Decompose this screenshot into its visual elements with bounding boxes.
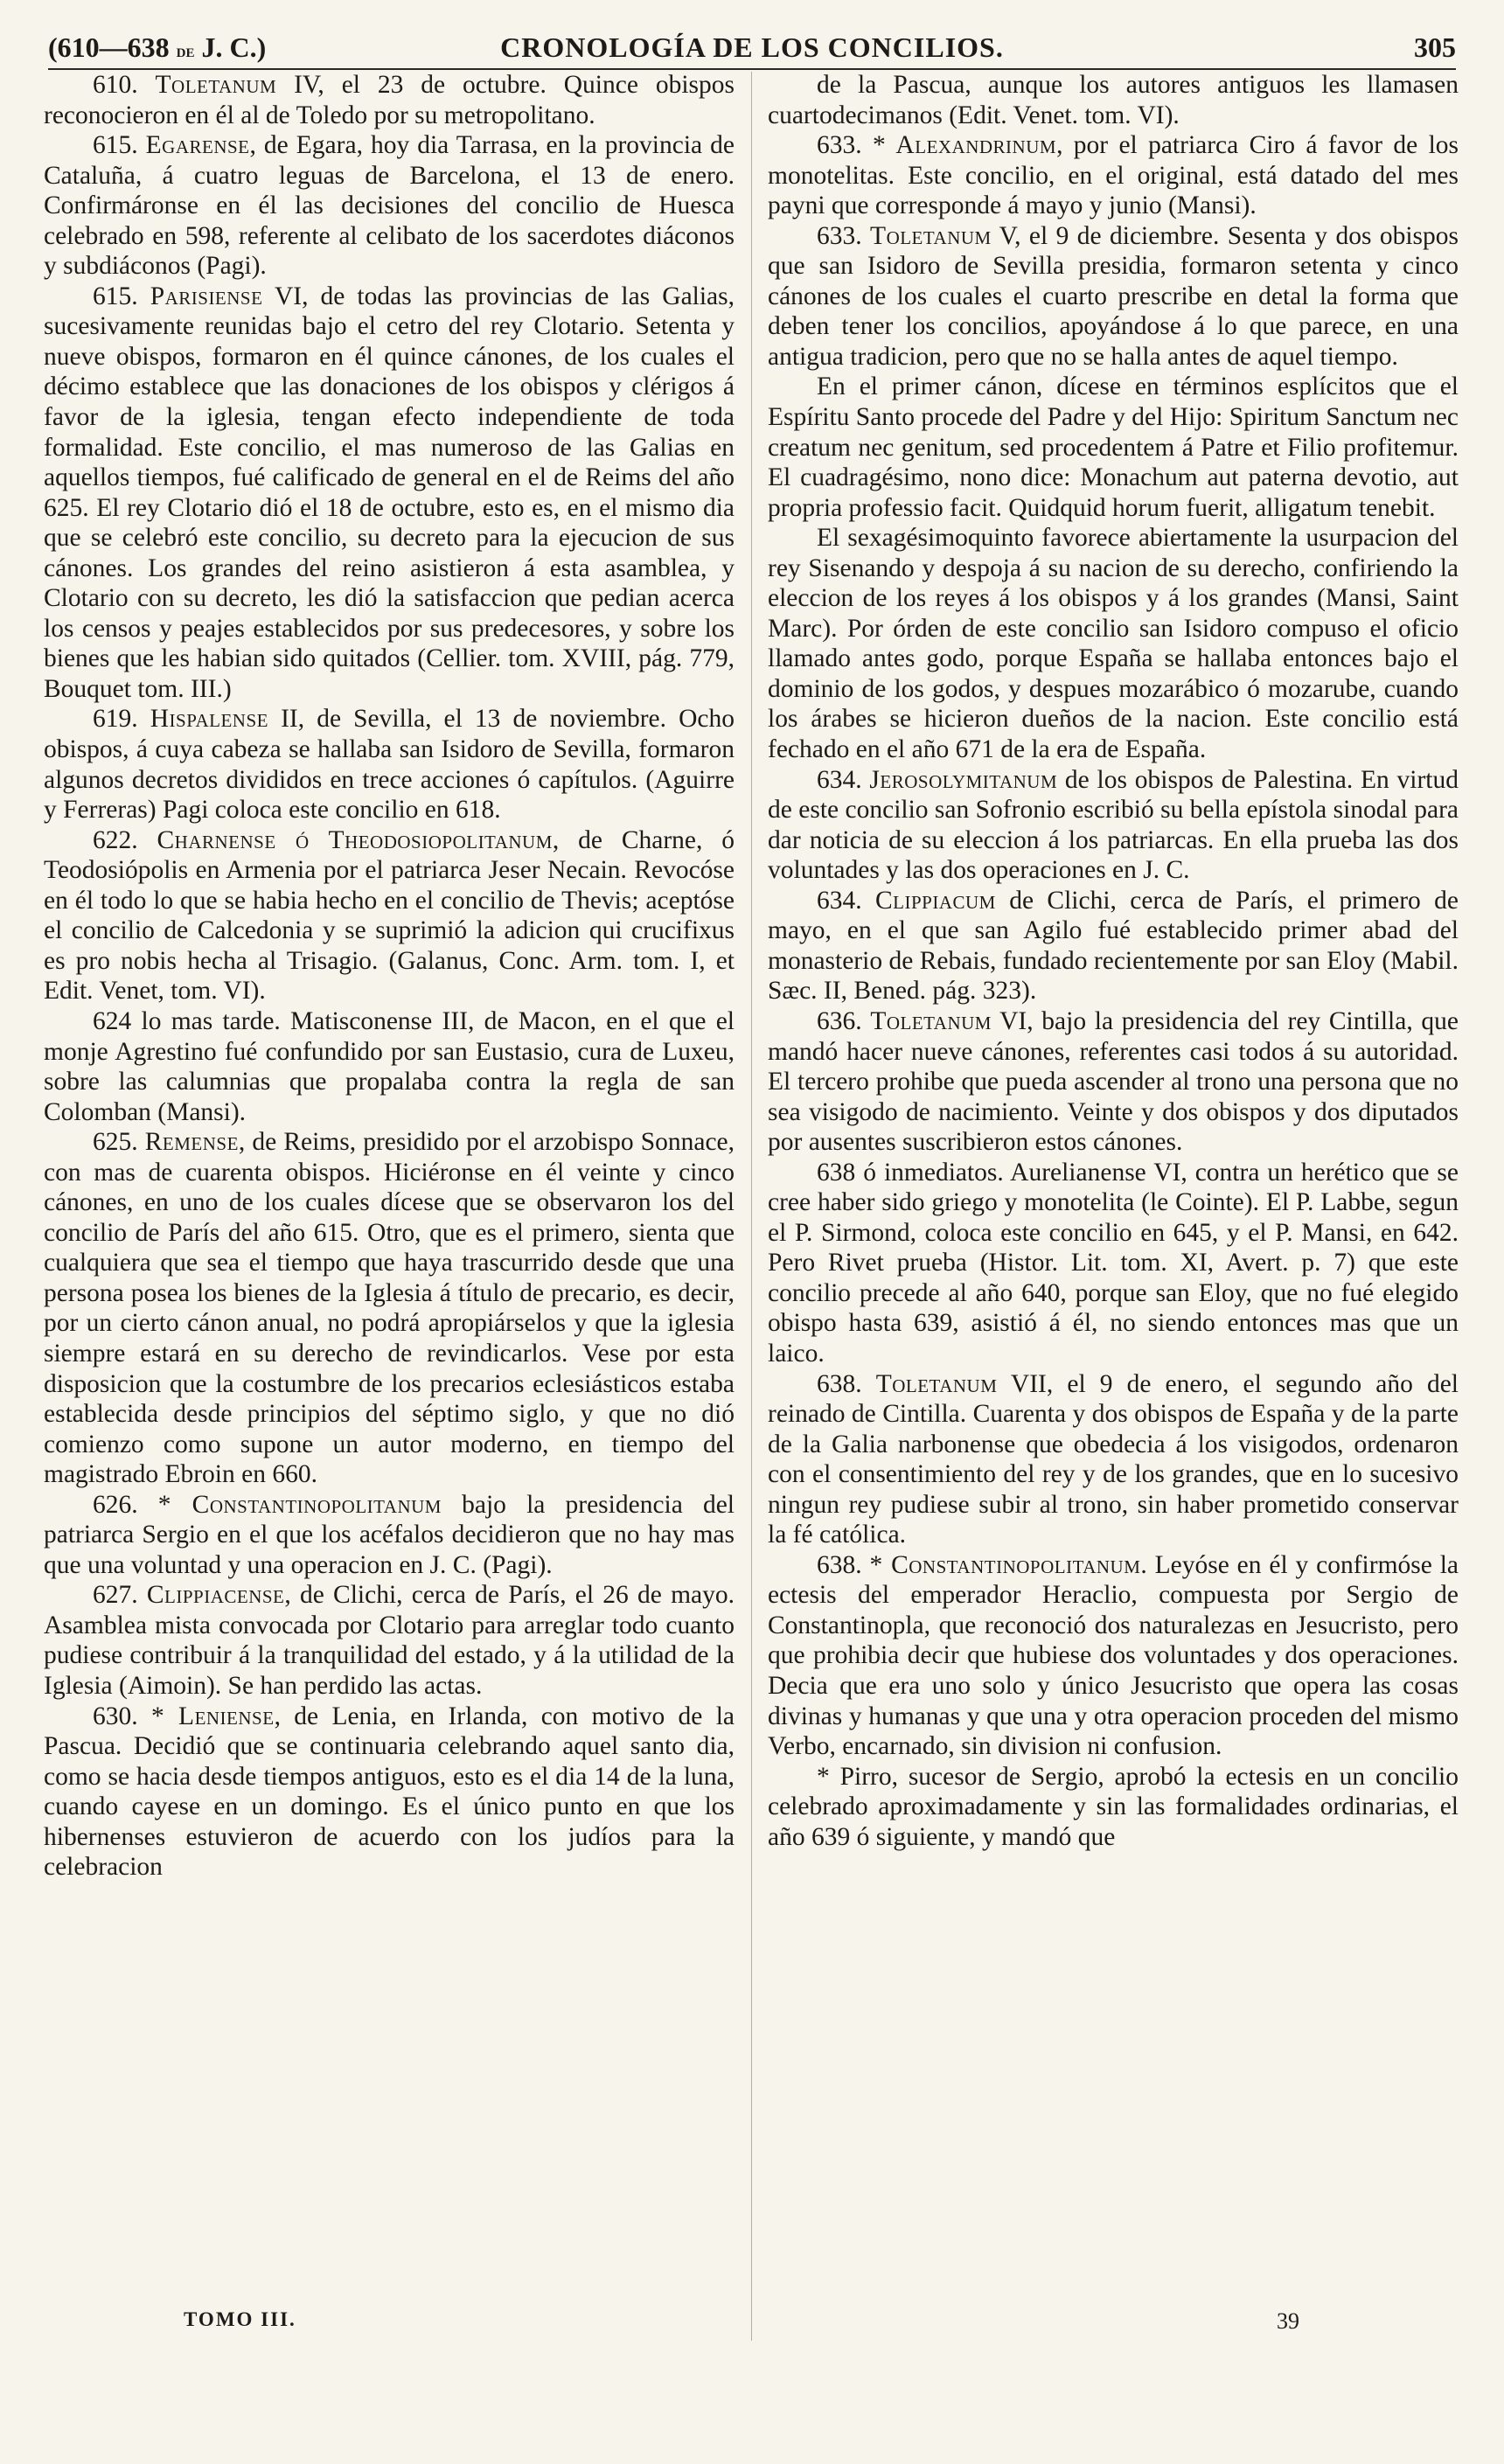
council-name: Toletanum	[870, 221, 992, 250]
entry-text: . Leyóse en él y confirmóse la ectesis del emperador Heraclio, compuesta por Sergio de Constantinopla, que reconoció dos naturalezas en Jesucristo, pero que prohibia decir que hubiese dos voluntades y dos operaciones. Decia que era uno solo y único Jesucristo que opera las cosas divinas y humanas y que una y otra operacion proceden del mismo Verbo, encarnado, sin division ni confusion.	[768, 1550, 1459, 1761]
entry-paragraph	[44, 1127, 735, 1490]
council-name: Toletanum	[155, 71, 277, 99]
entry-paragraph	[44, 704, 735, 825]
entry-text: , de Egara, hoy dia Tarrasa, en la provincia de Cataluña, á cuatro leguas de Barcelona, el 13 de enero. Confirmáronse en él las decisiones del concilio de Huesca celebrado en 598, referente al celibato de los sacerdotes diáconos y subdiáconos (Pagi).	[44, 131, 735, 281]
entry-year: 634.	[817, 886, 862, 915]
entry-text: de Clichi, cerca de París, el primero de mayo, en el que san Agilo fué establecido primer abad del monasterio de Rebais, fundado recientemente por san Eloy (Mabil. Sæc. II, Bened. pág. 323).	[768, 886, 1459, 1006]
council-name: Remense	[144, 1128, 239, 1157]
council-name: Toletanum	[870, 1006, 992, 1035]
entry-year: 638.	[817, 1550, 862, 1579]
council-name: Toletanum	[875, 1369, 998, 1398]
council-name: Parisiense	[150, 282, 263, 310]
entry-text: , de Clichi, cerca de París, el 26 de mayo. Asamblea mista convocada por Clotario para arreglar todo cuanto pudiese contribuir á la tranquilidad del estado, y á la utilidad de la Iglesia (Aimoin). Se han perdido las actas.	[44, 1581, 735, 1700]
entry-paragraph	[768, 70, 1459, 130]
entry-year: 626.	[93, 1490, 138, 1519]
council-name: Jerosolymitanum	[869, 765, 1058, 794]
council-name: Clippiacum	[875, 886, 996, 915]
header-page-number: 305	[1414, 31, 1456, 63]
entry-paragraph	[44, 282, 735, 705]
entry-text: , de Reims, presidido por el arzobispo Sonnace, con mas de cuarenta obispos. Hiciéronse en él veinte y cinco cánones, en uno de los cuales dícese que se observaron los del concilio de París del año 615. Otro, que es el primero, sienta que cualquiera que sea el tiempo que haya trascurrido desde que una persona posea los bienes de la Iglesia á título de precario, es decir, por un cierto cánon anual, no podrá apropiárselos y que la iglesia siempre estará en su derecho de revindicarlos. Vese por esta disposicion que la costumbre de los precarios eclesiásticos estaba establecida desde principios del séptimo siglo, y que no dió comienzo como supone un autor moderno, en tiempo del magistrado Ebroin en 660.	[44, 1128, 735, 1489]
entry-text: de los obispos de Palestina. En virtud de este concilio san Sofronio escribió su bella epístola sinodal para dar noticia de su eleccion á los patriarcas. En ella prueba las dos voluntades y las dos operaciones en J. C.	[768, 765, 1459, 885]
entry-text: bajo la presidencia del patriarca Sergio en el que los acéfalos decidieron que no hay mas que una voluntad y una operacion en J. C. (Pagi).	[44, 1490, 735, 1579]
entry-year: 615.	[93, 131, 138, 160]
entry-paragraph	[768, 1550, 1459, 1762]
entry-year: 638.	[817, 1369, 862, 1398]
entry-paragraph	[768, 372, 1459, 523]
left-column	[44, 70, 735, 1883]
entry-text: V, el 9 de diciembre. Sesenta y dos obispos que san Isidoro de Sevilla presidia, formaron setenta y cinco cánones de los cuales el cuarto prescribe en detal la forma que deben tener los concilios, apoyándose á lo que parece, en una antigua tradicion, pero que no se halla antes de aquel tiempo.	[768, 221, 1459, 371]
entry-paragraph	[768, 130, 1459, 221]
entry-paragraph	[44, 825, 735, 1006]
entry-paragraph	[44, 1490, 735, 1581]
entry-text: , por el patriarca Ciro á favor de los monotelitas. Este concilio, en el original, está datado del mes payni que corresponde á mayo y junio (Mansi).	[768, 131, 1459, 220]
council-name: * Alexandrinum	[872, 131, 1057, 160]
council-name: Hispalense	[150, 705, 268, 734]
entry-text: IV, el 23 de octubre. Quince obispos reconocieron en él al de Toledo por su metropolitano.	[44, 71, 735, 129]
entry-paragraph	[44, 130, 735, 282]
page-header	[48, 26, 1456, 70]
entry-text: II, de Sevilla, el 13 de noviembre. Ocho obispos, á cuya cabeza se hallaba san Isidoro de Sevilla, formaron algunos decretos divididos en trece acciones ó capítulos. (Aguirre y Ferreras) Pagi coloca este concilio en 618.	[44, 705, 735, 825]
header-date-range: (610—638 de J. C.)	[48, 31, 267, 63]
entry-text: En el primer cánon, dícese en términos esplícitos que el Espíritu Santo procede del Padre y del Hijo: Spiritum Sanctum nec creatum nec genitum, sed procedentem á Patre et Filio profitemur. El cuadragésimo, nono dice: Monachum aut paterna devotio, aut propria professio facit. Quidquid horum fuerit, alligatum tenebit.	[768, 372, 1459, 522]
entry-year: 625.	[93, 1128, 138, 1157]
entry-year: 630.	[93, 1702, 138, 1730]
entry-paragraph	[44, 1006, 735, 1127]
entry-paragraph	[768, 886, 1459, 1006]
entry-paragraph	[44, 1702, 735, 1883]
entry-year: 638	[817, 1158, 856, 1187]
entry-year: 634.	[817, 765, 862, 794]
entry-text: * Pirro, sucesor de Sergio, aprobó la ectesis en un concilio celebrado aproximadamente y sin las formalidades ordinarias, el año 639 ó siguiente, y mandó que	[768, 1762, 1459, 1851]
council-name: Clippiacense	[146, 1581, 285, 1610]
entry-text: ó inmediatos. Aurelianense VI, contra un herético que se cree haber sido griego y monotelita (le Cointe). El P. Labbe, segun el P. Sirmond, coloca este concilio en 645, y el P. Mansi, en 642. Pero Rivet prueba (Histor. Lit. tom. XI, Avert. p. 7) que este concilio precede al año 640, porque san Eloy, que no fué elegido obispo hasta 639, asistió á él, no siendo entonces mas que un laico.	[768, 1158, 1459, 1368]
entry-year: 624	[93, 1006, 132, 1035]
council-name: * Constantinopolitanum	[869, 1550, 1141, 1579]
entry-paragraph	[768, 1369, 1459, 1550]
entry-paragraph	[768, 765, 1459, 886]
entry-paragraph	[768, 221, 1459, 372]
entry-year: 615.	[93, 282, 138, 310]
entry-paragraph	[44, 1580, 735, 1701]
footer-volume: TOMO III.	[184, 2308, 296, 2330]
entry-year: 622.	[93, 825, 138, 854]
council-name: * Leniense	[150, 1702, 275, 1730]
entry-text: VII, el 9 de enero, el segundo año del reinado de Cintilla. Cuarenta y dos obispos de España y de la parte de la Galia narbonense que obedecia á los visigodos, ordenaron con el consentimiento del rey y de los grandes, que en lo sucesivo ningun rey pudiese subir al trono, sin haber prometido conservar la fé católica.	[768, 1369, 1459, 1549]
right-column	[768, 70, 1459, 1852]
entry-paragraph	[768, 1762, 1459, 1853]
entry-year: 627.	[93, 1581, 138, 1610]
column-divider	[751, 72, 752, 2341]
entry-text: VI, bajo la presidencia del rey Cintilla, que mandó hacer nueve cánones, referentes casi todos á su autoridad. El tercero prohibe que pueda ascender al trono una persona que no sea visigodo de nacimiento. Veinte y dos obispos y dos diputados por ausentes suscribieron estos cánones.	[768, 1006, 1459, 1157]
entry-paragraph	[44, 70, 735, 130]
entry-text: El sexagésimoquinto favorece abiertamente la usurpacion del rey Sisenando y despoja á su nacion de su derecho, confiriendo la eleccion de los reyes á los obispos y á los grandes (Mansi, Saint Marc). Por órden de este concilio san Isidoro compuso el oficio llamado antes godo, porque España se hallaba entonces bajo el dominio de los godos, y despues mozarábico ó mozarube, cuando los árabes se hicieron dueños de la nacion. Este concilio está fechado en el año 671 de la era de España.	[768, 524, 1459, 764]
entry-year: 636.	[817, 1006, 862, 1035]
entry-year: 633.	[817, 131, 862, 160]
header-title: CRONOLOGÍA DE LOS CONCILIOS.	[500, 31, 1004, 63]
entry-text: , de Lenia, en Irlanda, con motivo de la Pascua. Decidió que se continuaria celebrando aquel santo dia, como se hacia desde tiempos antiguos, esto es el dia 14 de la luna, cuando cayese en un domingo. Es el único punto en que los hibernenses estuvieron de acuerdo con los judíos para la celebracion	[44, 1702, 735, 1882]
entry-text: lo mas tarde. Matisconense III, de Macon, en el que el monje Agrestino fué confundido por san Eustasio, cura de Luxeu, sobre las calumnias que propalaba contra la regla de san Colomban (Mansi).	[44, 1006, 735, 1126]
council-name: * Constantinopolitanum	[157, 1490, 442, 1519]
entry-year: 633.	[817, 221, 862, 250]
entry-year: 619.	[93, 705, 138, 734]
entry-paragraph	[768, 523, 1459, 764]
council-name: Egarense	[145, 131, 250, 160]
entry-text: , de Charne, ó Teodosiópolis en Armenia por el patriarca Jeser Necain. Revocóse en él todo lo que se habia hecho en el concilio de Thevis; aceptóse el concilio de Calcedonia y se suprimió la adicion qui crucifixus es pro nobis hecha al Trisagio. (Galanus, Conc. Arm. tom. I, et Edit. Venet, tom. VI).	[44, 825, 735, 1006]
entry-text: de la Pascua, aunque los autores antiguos les llamasen cuartodecimanos (Edit. Venet. tom. VI).	[768, 71, 1459, 129]
entry-year: 610.	[93, 71, 138, 99]
footer-signature: 39	[1277, 2308, 1299, 2334]
council-name: Charnense ó Theodosiopolitanum	[157, 825, 553, 854]
entry-paragraph	[768, 1006, 1459, 1158]
entry-text: VI, de todas las provincias de las Galias, sucesivamente reunidas bajo el cetro del rey Clotario. Setenta y nueve obispos, formaron en él quince cánones, de los cuales el décimo establece que las donaciones de los obispos y clérigos á favor de la iglesia, tengan efecto independiente de toda formalidad. Este concilio, el mas numeroso de las Galias en aquellos tiempos, fué calificado de general en el de Reims del año 625. El rey Clotario dió el 18 de octubre, esto es, en el mismo dia que se celebró este concilio, su decreto para la ejecucion de sus cánones. Los grandes del reino asistieron á esta asamblea, y Clotario con su decreto, les dió la satisfaccion que pedian acerca los censos y peajes establecidos por sus predecesores, y sobre los bienes que les habian sido quitados (Cellier. tom. XVIII, pág. 779, Bouquet tom. III.)	[44, 282, 735, 703]
entry-paragraph	[768, 1158, 1459, 1369]
